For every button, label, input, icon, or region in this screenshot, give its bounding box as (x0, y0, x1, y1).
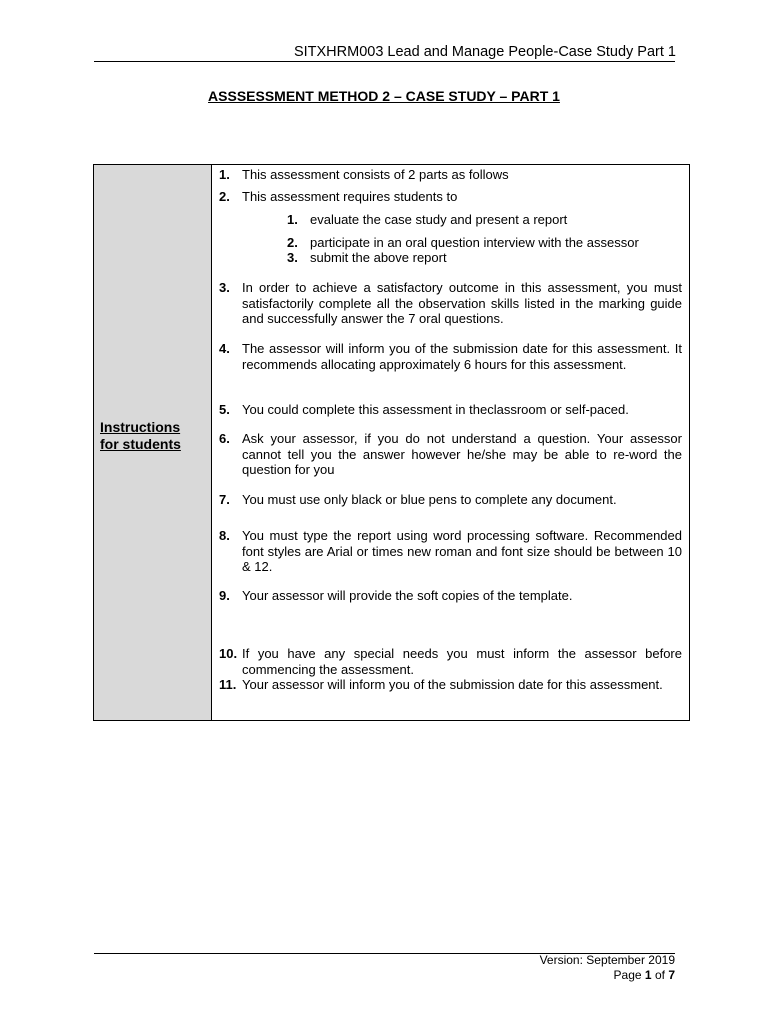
item-number: 9. (219, 588, 230, 603)
sub-list-item (287, 235, 687, 251)
sub-item-text: submit the above report (310, 250, 447, 265)
item-number: 6. (219, 431, 230, 446)
page-current: 1 (644, 968, 652, 982)
page-total: 7 (668, 968, 675, 982)
sub-item-number: 2. (287, 235, 298, 250)
sub-item-text: evaluate the case study and present a report (310, 212, 568, 227)
item-text: In order to achieve a satisfactory outcome in this assessment, you must satisfactorily complete all the observation skills listed in the marking guide and successfully answer the 7 oral questions. (242, 280, 682, 326)
item-text: Ask your assessor, if you do not understand a question. Your assessor cannot tell you the answer however he/she may be able to re-word the question for you (242, 431, 682, 477)
version-label: Version: September 2019 (539, 953, 675, 967)
instructions-table (93, 164, 690, 721)
list-item (219, 677, 682, 693)
instructions-label-line2: for students (100, 436, 181, 452)
item-number: 4. (219, 341, 230, 356)
instructions-label-cell (94, 165, 212, 720)
list-item (219, 528, 682, 575)
item-text: The assessor will inform you of the submission date for this assessment. It recommends allocating approximately 6 hours for this assessment. (242, 341, 682, 372)
page-of: of (654, 968, 665, 982)
list-item (219, 280, 682, 327)
header-divider (94, 61, 675, 62)
item-number: 11. (219, 677, 237, 692)
sub-item-text: participate in an oral question interview with the assessor (310, 235, 639, 250)
sub-item-number: 3. (287, 250, 298, 265)
item-text: You must type the report using word processing software. Recommended font styles are Arial or times new roman and font size should be between 10 & 12. (242, 528, 682, 574)
sub-list-item (287, 212, 687, 228)
list-item (219, 646, 682, 677)
item-text: Your assessor will provide the soft copies of the template. (242, 588, 573, 603)
item-number: 7. (219, 492, 230, 507)
list-item (219, 402, 682, 418)
instructions-label-line1: Instructions (100, 419, 181, 435)
item-number: 8. (219, 528, 230, 543)
item-text: Your assessor will inform you of the submission date for this assessment. (242, 677, 663, 692)
item-text: If you have any special needs you must inform the assessor before commencing the assessment. (242, 646, 682, 677)
list-item (219, 189, 682, 205)
list-item (219, 431, 682, 478)
list-item (219, 492, 682, 508)
sub-item-number: 1. (287, 212, 298, 227)
page-prefix: Page (613, 968, 642, 982)
page-number (614, 968, 675, 982)
list-item (219, 588, 682, 604)
item-number: 2. (219, 189, 230, 204)
page-header: SITXHRM003 Lead and Manage People-Case Study Part 1 (293, 44, 676, 60)
sub-list-item (287, 250, 687, 266)
item-number: 1. (219, 167, 230, 182)
page-title: ASSSESSMENT METHOD 2 – CASE STUDY – PART 1 (208, 88, 560, 104)
item-text: You must use only black or blue pens to complete any document. (242, 492, 617, 507)
list-item (219, 167, 682, 183)
instructions-content-cell (212, 165, 689, 720)
item-text: This assessment consists of 2 parts as follows (242, 167, 509, 182)
item-number: 10. (219, 646, 238, 661)
item-text: This assessment requires students to (242, 189, 458, 204)
item-text: You could complete this assessment in theclassroom or self-paced. (242, 402, 629, 417)
list-item (219, 341, 682, 372)
instructions-label (100, 419, 181, 453)
item-number: 3. (219, 280, 230, 295)
item-number: 5. (219, 402, 230, 417)
